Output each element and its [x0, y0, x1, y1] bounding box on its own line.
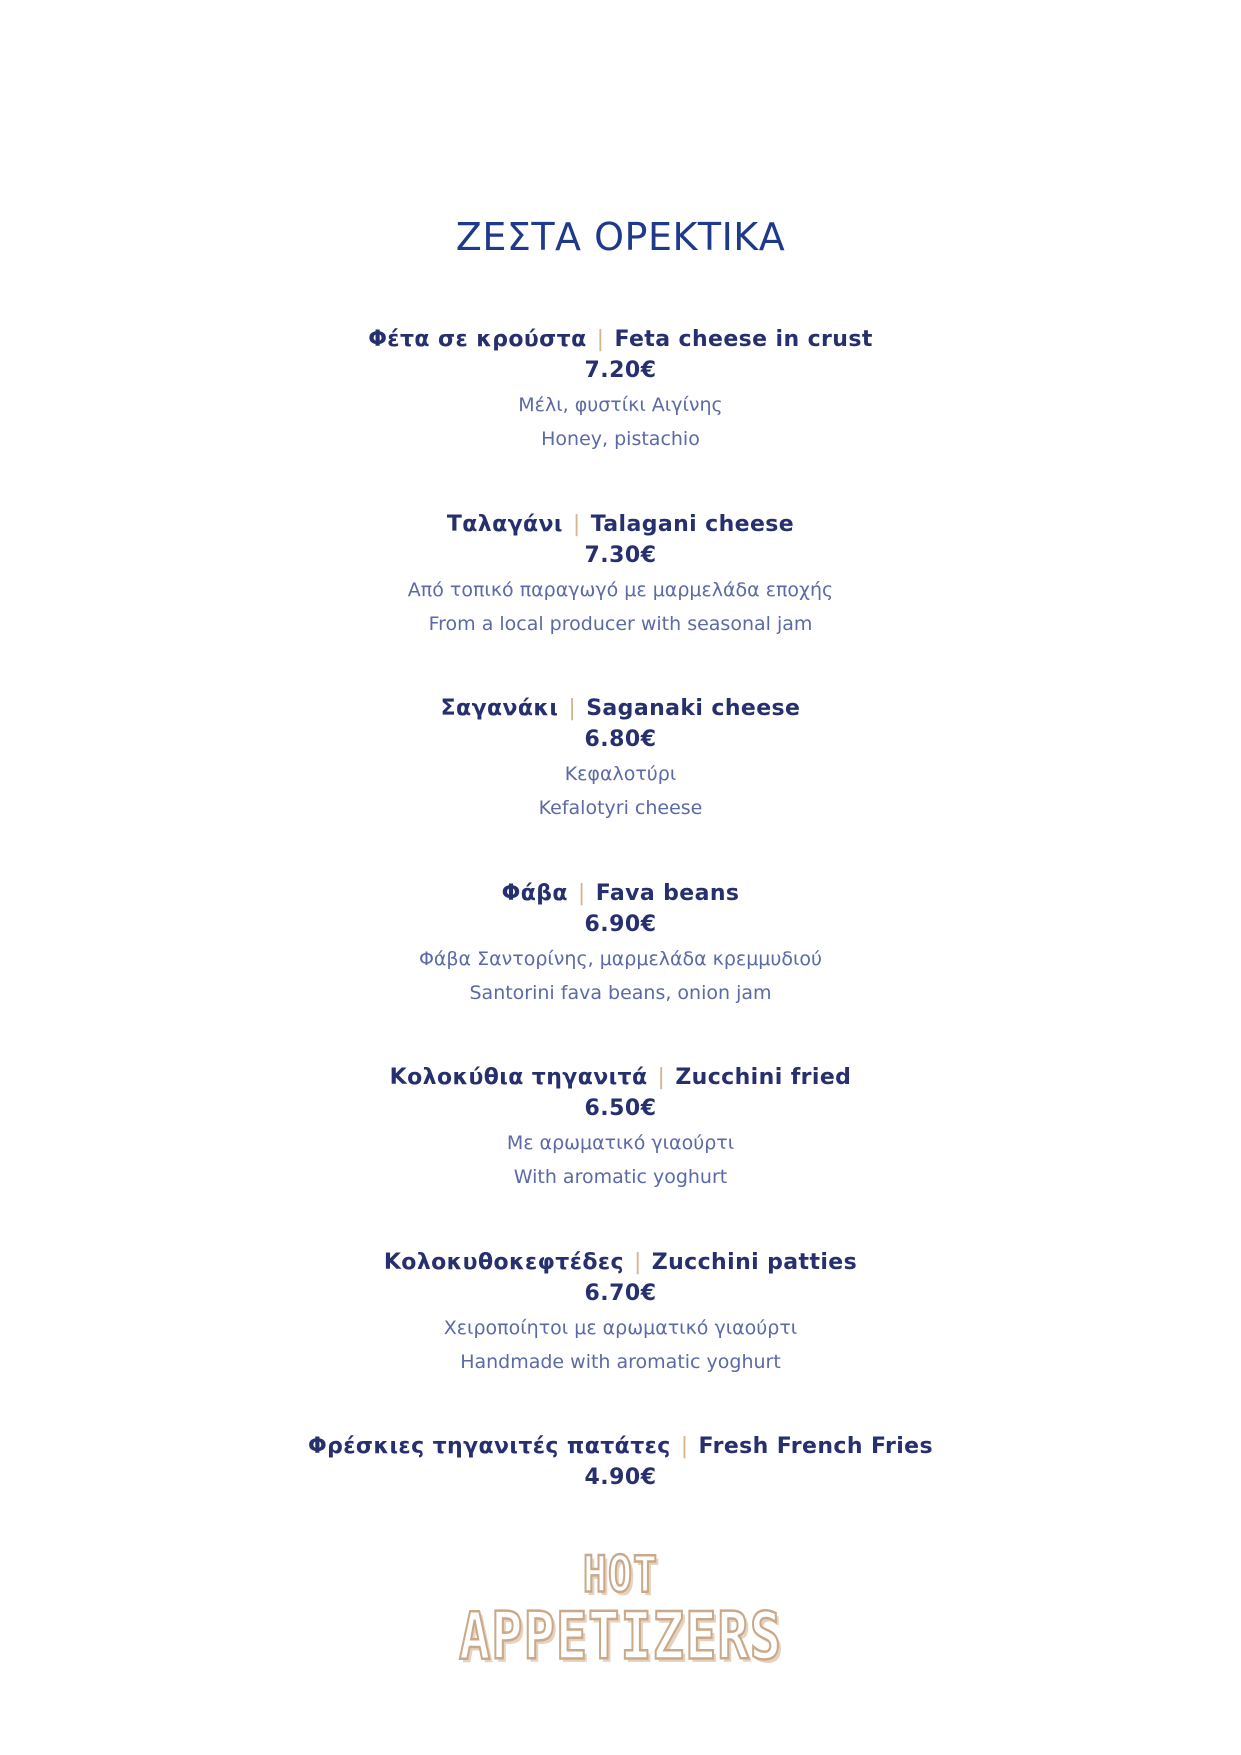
separator: | — [577, 881, 586, 906]
item-name-en: Zucchini fried — [675, 1065, 852, 1090]
menu-item-feta — [0, 324, 1241, 456]
item-desc-gr: Μέλι, φυστίκι Αιγίνης — [518, 394, 723, 416]
menu-item-saganaki — [0, 693, 1241, 825]
menu-item-fava — [0, 878, 1241, 1010]
item-name — [0, 878, 1241, 910]
item-price: 7.20€ — [584, 358, 657, 383]
menu-item-talagani — [0, 509, 1241, 641]
item-desc-gr: Κεφαλοτύρι — [564, 763, 677, 785]
separator: | — [572, 512, 581, 537]
item-desc-gr: Χειροποίητοι με αρωματικό γιαούρτι — [443, 1317, 798, 1339]
item-name — [0, 324, 1241, 356]
item-name-en: Talagani cheese — [590, 512, 795, 537]
item-desc-gr: Με αρωματικό γιαούρτι — [506, 1132, 735, 1154]
item-name-en: Zucchini patties — [651, 1250, 858, 1275]
item-name-en: Fresh French Fries — [698, 1434, 933, 1459]
menu-item-zucchini-fried — [0, 1062, 1241, 1194]
menu-item-fries — [0, 1431, 1241, 1493]
item-name — [0, 1247, 1241, 1279]
separator: | — [596, 327, 605, 352]
item-name-gr: Φέτα σε κρούστα — [368, 327, 587, 352]
item-name-en: Feta cheese in crust — [614, 327, 873, 352]
item-name-gr: Κολοκυθοκεφτέδες — [383, 1250, 624, 1275]
item-name-gr: Κολοκύθια τηγανιτά — [389, 1065, 648, 1090]
item-name-gr: Σαγανάκι — [440, 696, 559, 721]
menu-item-zucchini-patties — [0, 1247, 1241, 1379]
item-name — [0, 693, 1241, 725]
item-desc-en: From a local producer with seasonal jam — [428, 613, 813, 635]
item-name-gr: Φάβα — [501, 881, 568, 906]
separator: | — [657, 1065, 666, 1090]
item-name — [0, 1062, 1241, 1094]
item-price: 4.90€ — [584, 1465, 657, 1490]
page-title: ΖΕΣΤΑ ΟΡΕΚΤΙΚΑ — [455, 215, 786, 259]
hot-appetizers-logo — [0, 1546, 1241, 1675]
item-price: 6.80€ — [584, 727, 657, 752]
item-price: 6.50€ — [584, 1096, 657, 1121]
item-price: 6.90€ — [584, 912, 657, 937]
logo-line-hot: HOT — [582, 1546, 659, 1604]
item-desc-gr: Φάβα Σαντορίνης, μαρμελάδα κρεμμυδιού — [418, 948, 823, 970]
item-desc-en: Kefalotyri cheese — [538, 797, 703, 819]
separator: | — [568, 696, 577, 721]
item-price: 6.70€ — [584, 1281, 657, 1306]
item-desc-en: With aromatic yoghurt — [513, 1166, 728, 1188]
item-name-en: Saganaki cheese — [586, 696, 801, 721]
item-name-gr: Φρέσκιες τηγανιτές πατάτες — [308, 1434, 671, 1459]
item-desc-en: Honey, pistachio — [541, 428, 700, 450]
separator: | — [633, 1250, 642, 1275]
logo-line-appetizers: APPETIZERS — [458, 1599, 783, 1675]
item-price: 7.30€ — [584, 543, 657, 568]
item-name-en: Fava beans — [595, 881, 740, 906]
item-desc-en: Handmade with aromatic yoghurt — [460, 1351, 781, 1373]
item-desc-en: Santorini fava beans, onion jam — [469, 982, 772, 1004]
separator: | — [680, 1434, 689, 1459]
item-name — [0, 1431, 1241, 1463]
item-desc-gr: Από τοπικό παραγωγό με μαρμελάδα εποχής — [407, 579, 834, 601]
item-name-gr: Ταλαγάνι — [446, 512, 563, 537]
item-name — [0, 509, 1241, 541]
